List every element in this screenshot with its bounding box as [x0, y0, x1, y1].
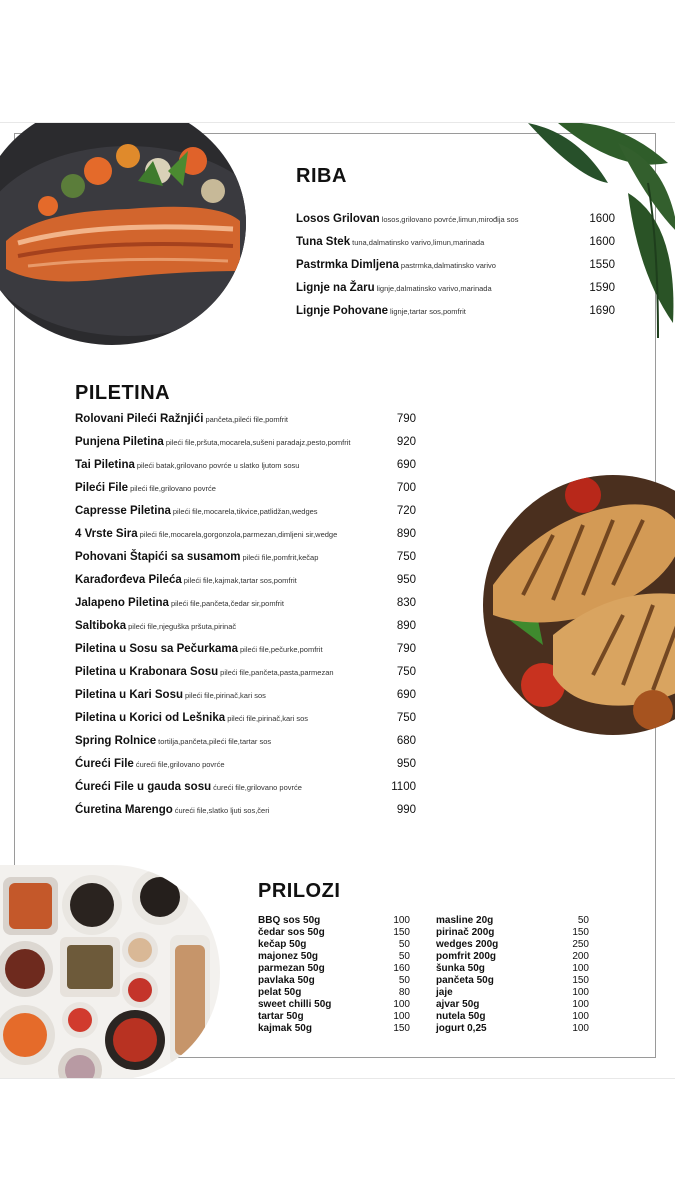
- list-item: [296, 282, 492, 294]
- side-item-price: 100: [393, 999, 410, 1010]
- item-description: pileći file,mocarela,gorgonzola,parmezan,dimljeni sir,wedge: [139, 530, 338, 539]
- list-item: [75, 505, 318, 517]
- side-item-price: 100: [393, 915, 410, 926]
- item-name: Punjena Piletina: [75, 436, 164, 448]
- side-item-name: jaje: [436, 987, 453, 998]
- list-item: [75, 459, 299, 471]
- item-name: Piletina u Krabonara Sosu: [75, 666, 219, 678]
- side-item-name: kajmak 50g: [258, 1023, 312, 1034]
- item-price: 950: [396, 758, 416, 770]
- item-name: Spring Rolnice: [75, 735, 157, 747]
- item-price: 790: [396, 413, 416, 425]
- side-item-price: 50: [398, 951, 410, 962]
- item-price: 680: [396, 735, 416, 747]
- item-price: 1590: [589, 282, 615, 294]
- item-description: pileći file,pršuta,mocarela,sušeni paradajz,pesto,pomfrit: [165, 438, 351, 447]
- side-item-price: 100: [572, 963, 589, 974]
- list-item: [75, 758, 225, 770]
- item-price: 830: [396, 597, 416, 609]
- side-item-price: 100: [572, 1011, 589, 1022]
- item-price: 1690: [589, 305, 615, 317]
- item-price: 690: [396, 459, 416, 471]
- item-description: pileći file,pirinač,kari sos: [185, 691, 266, 700]
- side-item-name: čedar sos 50g: [258, 927, 325, 938]
- menu-page: [0, 122, 675, 1079]
- item-price: 890: [396, 620, 416, 632]
- item-name: Pohovani Štapići sa susamom: [75, 551, 241, 563]
- item-price: 1600: [589, 213, 615, 225]
- item-description: ćureći file,grilovano povrće: [213, 783, 302, 792]
- item-price: 720: [396, 505, 416, 517]
- side-item-price: 50: [577, 915, 589, 926]
- side-item-price: 100: [572, 999, 589, 1010]
- list-item: [75, 781, 302, 793]
- item-name: Rolovani Pileći Ražnjići: [75, 413, 204, 425]
- item-description: lignje,dalmatinsko varivo,marinada: [376, 284, 492, 293]
- side-item-name: pomfrit 200g: [436, 951, 497, 962]
- side-item-price: 150: [572, 927, 589, 938]
- side-item-name: majonez 50g: [258, 951, 319, 962]
- side-item-price: 160: [393, 963, 410, 974]
- side-item-name: pirinač 200g: [436, 927, 495, 938]
- side-item-name: sweet chilli 50g: [258, 999, 332, 1010]
- item-price: 690: [396, 689, 416, 701]
- item-description: tuna,dalmatinsko varivo,limun,marinada: [352, 238, 485, 247]
- item-description: pileći file,pomfrit,kečap: [242, 553, 319, 562]
- side-item-name: masline 20g: [436, 915, 494, 926]
- item-price: 750: [396, 551, 416, 563]
- riba-heading: RIBA: [296, 165, 347, 187]
- side-item-name: nutela 50g: [436, 1011, 486, 1022]
- item-description: lignje,tartar sos,pomfrit: [390, 307, 466, 316]
- list-item: [75, 574, 297, 586]
- side-item-name: tartar 50g: [258, 1011, 304, 1022]
- item-description: losos,grilovano povrće,limun,mirođija sos: [381, 215, 519, 224]
- list-item: [296, 305, 466, 317]
- side-item-price: 150: [572, 975, 589, 986]
- item-name: Pileći File: [75, 482, 129, 494]
- side-item-name: kečap 50g: [258, 939, 307, 950]
- list-item: [75, 528, 337, 540]
- item-name: Ćureći File: [75, 758, 134, 770]
- side-item-price: 50: [398, 975, 410, 986]
- item-name: Saltiboka: [75, 620, 127, 632]
- item-description: pančeta,pileći file,pomfrit: [205, 415, 289, 424]
- list-item: [75, 804, 269, 816]
- side-item-price: 200: [572, 951, 589, 962]
- side-item-name: jogurt 0,25: [436, 1023, 487, 1034]
- side-item-name: parmezan 50g: [258, 963, 325, 974]
- list-item: [75, 735, 271, 747]
- list-item: [75, 482, 216, 494]
- side-item-name: BBQ sos 50g: [258, 915, 321, 926]
- item-price: 1100: [391, 781, 416, 793]
- side-item-price: 100: [572, 1023, 589, 1034]
- item-price: 700: [396, 482, 416, 494]
- list-item: [296, 236, 484, 248]
- side-dishes-photo: [0, 865, 220, 1079]
- item-description: ćureći file,grilovano povrće: [135, 760, 225, 769]
- item-price: 1600: [589, 236, 615, 248]
- item-name: Lignje Pohovane: [296, 305, 389, 317]
- item-name: Piletina u Korici od Lešnika: [75, 712, 226, 724]
- prilozi-heading: PRILOZI: [258, 880, 341, 902]
- item-price: 1550: [589, 259, 615, 271]
- item-name: Piletina u Sosu sa Pečurkama: [75, 643, 238, 655]
- item-price: 790: [396, 643, 416, 655]
- side-item-name: ajvar 50g: [436, 999, 480, 1010]
- list-item: [75, 551, 318, 563]
- list-item: [296, 259, 496, 271]
- item-name: Tai Piletina: [75, 459, 135, 471]
- side-item-price: 50: [398, 939, 410, 950]
- item-name: Jalapeno Piletina: [75, 597, 169, 609]
- item-description: pileći file,pančeta,pasta,parmezan: [220, 668, 334, 677]
- item-description: pileći file,pečurke,pomfrit: [240, 645, 323, 654]
- list-item: [75, 712, 308, 724]
- item-description: ćureći file,slatko ljuti sos,čeri: [174, 806, 270, 815]
- side-item-name: pelat 50g: [258, 987, 302, 998]
- item-name: Tuna Stek: [296, 236, 351, 248]
- side-item-name: wedges 200g: [436, 939, 499, 950]
- list-item: [75, 666, 334, 678]
- item-name: Karađorđeva Pileća: [75, 574, 182, 586]
- item-name: Losos Grilovan: [296, 213, 380, 225]
- list-item: [75, 597, 284, 609]
- side-item-price: 100: [572, 987, 589, 998]
- item-price: 750: [396, 666, 416, 678]
- side-item-price: 150: [393, 927, 410, 938]
- item-description: pileći batak,grilovano povrće u slatko ljutom sosu: [136, 461, 300, 470]
- item-price: 950: [396, 574, 416, 586]
- item-description: pileći file,pančeta,čedar sir,pomfrit: [170, 599, 284, 608]
- side-item-name: šunka 50g: [436, 963, 485, 974]
- item-description: pileći file,mocarela,tikvice,patlidžan,wedges: [172, 507, 318, 516]
- side-item-price: 100: [393, 1011, 410, 1022]
- item-name: Capresse Piletina: [75, 505, 171, 517]
- list-item: [75, 436, 351, 448]
- item-name: Ćuretina Marengo: [75, 804, 173, 816]
- side-item-price: 250: [572, 939, 589, 950]
- item-name: Ćureći File u gauda sosu: [75, 781, 212, 793]
- item-description: tortilja,pančeta,pileći file,tartar sos: [158, 737, 272, 746]
- item-description: pileći file,pirinač,kari sos: [227, 714, 309, 723]
- item-description: pileći file,njeguška pršuta,pirinač: [128, 622, 237, 631]
- item-description: pileći file,grilovano povrće: [130, 484, 216, 493]
- item-name: Lignje na Žaru: [296, 282, 375, 294]
- item-name: Pastrmka Dimljena: [296, 259, 399, 271]
- side-item-price: 150: [393, 1023, 410, 1034]
- list-item: [296, 213, 518, 225]
- item-price: 750: [396, 712, 416, 724]
- item-name: 4 Vrste Sira: [75, 528, 138, 540]
- item-description: pileći file,kajmak,tartar sos,pomfrit: [183, 576, 297, 585]
- list-item: [75, 643, 323, 655]
- list-item: [75, 620, 236, 632]
- item-price: 920: [396, 436, 416, 448]
- item-description: pastrmka,dalmatinsko varivo: [400, 261, 496, 270]
- list-item: [75, 689, 266, 701]
- side-item-name: pančeta 50g: [436, 975, 494, 986]
- item-price: 890: [396, 528, 416, 540]
- side-item-price: 80: [398, 987, 410, 998]
- side-item-name: pavlaka 50g: [258, 975, 315, 986]
- piletina-heading: PILETINA: [75, 382, 171, 404]
- list-item: [75, 413, 288, 425]
- item-name: Piletina u Kari Sosu: [75, 689, 183, 701]
- item-price: 990: [396, 804, 416, 816]
